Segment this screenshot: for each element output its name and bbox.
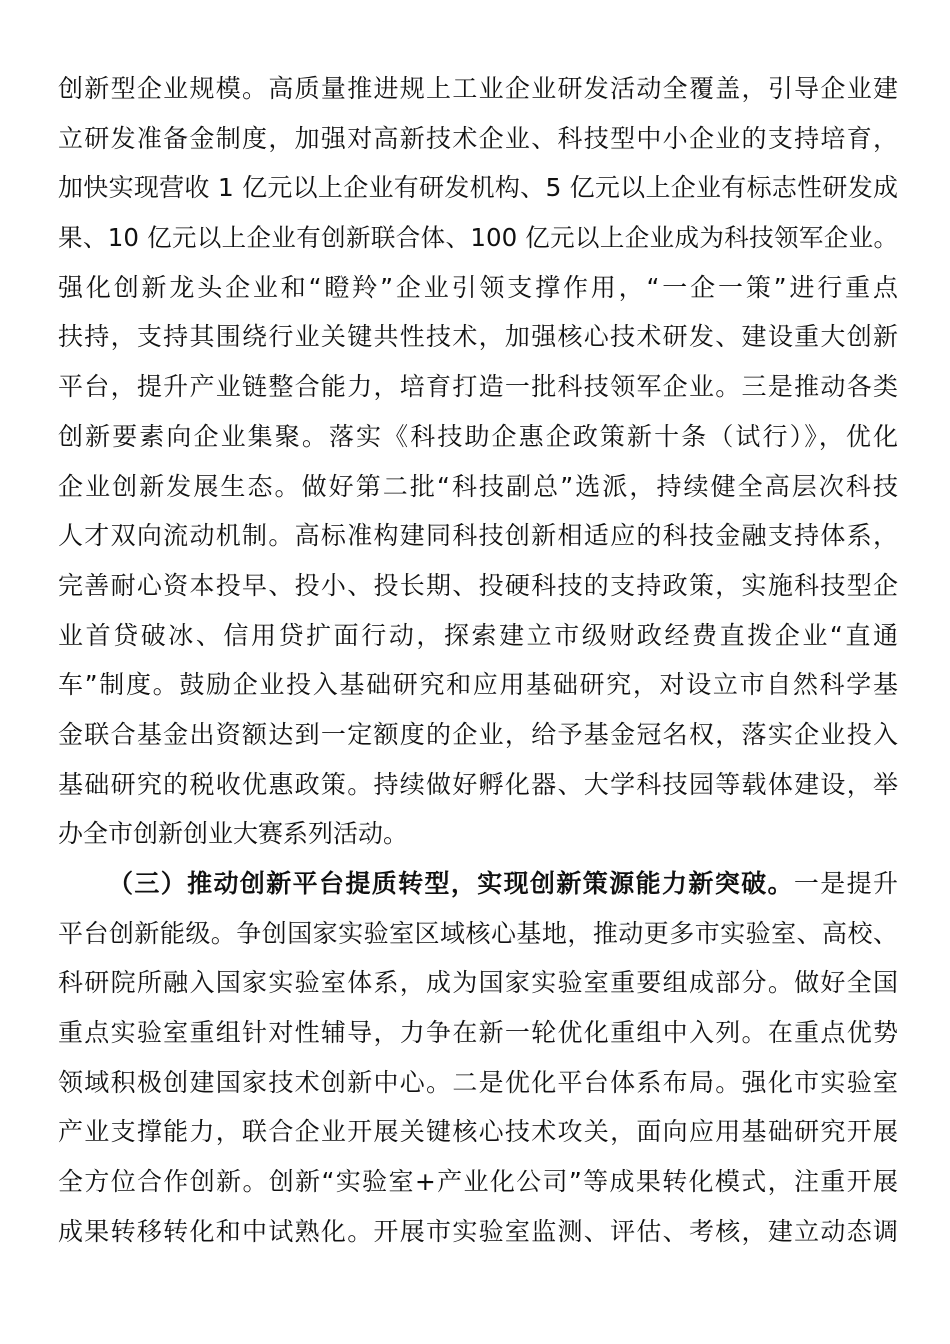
- text-line: 加快实现营收 1 亿元以上企业有研发机构、5 亿元以上企业有标志性研发成: [58, 173, 898, 203]
- text-line: 立研发准备金制度，加强对高新技术企业、科技型中小企业的支持培育，: [58, 123, 898, 153]
- text-line: 人才双向流动机制。高标准构建同科技创新相适应的科技金融支持体系，: [58, 521, 898, 551]
- text-line: 全方位合作创新。创新“实验室+产业化公司”等成果转化模式，注重开展: [58, 1167, 898, 1197]
- text-line: 业首贷破冰、信用贷扩面行动，探索建立市级财政经费直拨企业“直通: [58, 620, 898, 650]
- text-line: 平台，提升产业链整合能力，培育打造一批科技领军企业。三是推动各类: [58, 372, 898, 402]
- text-line: 金联合基金出资额达到一定额度的企业，给予基金冠名权，落实企业投入: [58, 719, 898, 749]
- text-line: 领域积极创建国家技术创新中心。二是优化平台体系布局。强化市实验室: [58, 1067, 898, 1097]
- text-line: 科研院所融入国家实验室体系，成为国家实验室重要组成部分。做好全国: [58, 968, 898, 998]
- text-line: 果、10 亿元以上企业有创新联合体、100 亿元以上企业成为科技领军企业。: [58, 223, 898, 253]
- paragraph-2: [58, 859, 898, 1257]
- text-line: 扶持，支持其围绕行业关键共性技术，加强核心技术研发、建设重大创新: [58, 322, 898, 352]
- section-heading: （三）推动创新平台提质转型，实现创新策源能力新突破。: [108, 869, 794, 898]
- text-line: 平台创新能级。争创国家实验室区域核心基地，推动更多市实验室、高校、: [58, 918, 898, 948]
- paragraph-1: [58, 64, 898, 859]
- text-line: 重点实验室重组针对性辅导，力争在新一轮优化重组中入列。在重点优势: [58, 1018, 898, 1048]
- text-line: 基础研究的税收优惠政策。持续做好孵化器、大学科技园等载体建设，举: [58, 769, 898, 799]
- text-fragment: 一是提升: [793, 869, 898, 898]
- text-line: 车”制度。鼓励企业投入基础研究和应用基础研究，对设立市自然科学基: [58, 670, 898, 700]
- text-line: 成果转移转化和中试熟化。开展市实验室监测、评估、考核，建立动态调: [58, 1216, 898, 1246]
- text-line: 创新型企业规模。高质量推进规上工业企业研发活动全覆盖，引导企业建: [58, 74, 898, 103]
- text-line: 产业支撑能力，联合企业开展关键核心技术攻关，面向应用基础研究开展: [58, 1117, 898, 1147]
- text-line: 完善耐心资本投早、投小、投长期、投硬科技的支持政策，实施科技型企: [58, 570, 898, 600]
- text-line: 强化创新龙头企业和“瞪羚”企业引领支撑作用，“一企一策”进行重点: [58, 272, 898, 302]
- text-line: 企业创新发展生态。做好第二批“科技副总”选派，持续健全高层次科技: [58, 471, 898, 501]
- document-body: [58, 64, 898, 1257]
- paragraph-2-first-line: [58, 859, 898, 909]
- text-line: 创新要素向企业集聚。落实《科技助企惠企政策新十条（试行）》，优化: [58, 421, 898, 451]
- text-line: 办全市创新创业大赛系列活动。: [58, 819, 409, 849]
